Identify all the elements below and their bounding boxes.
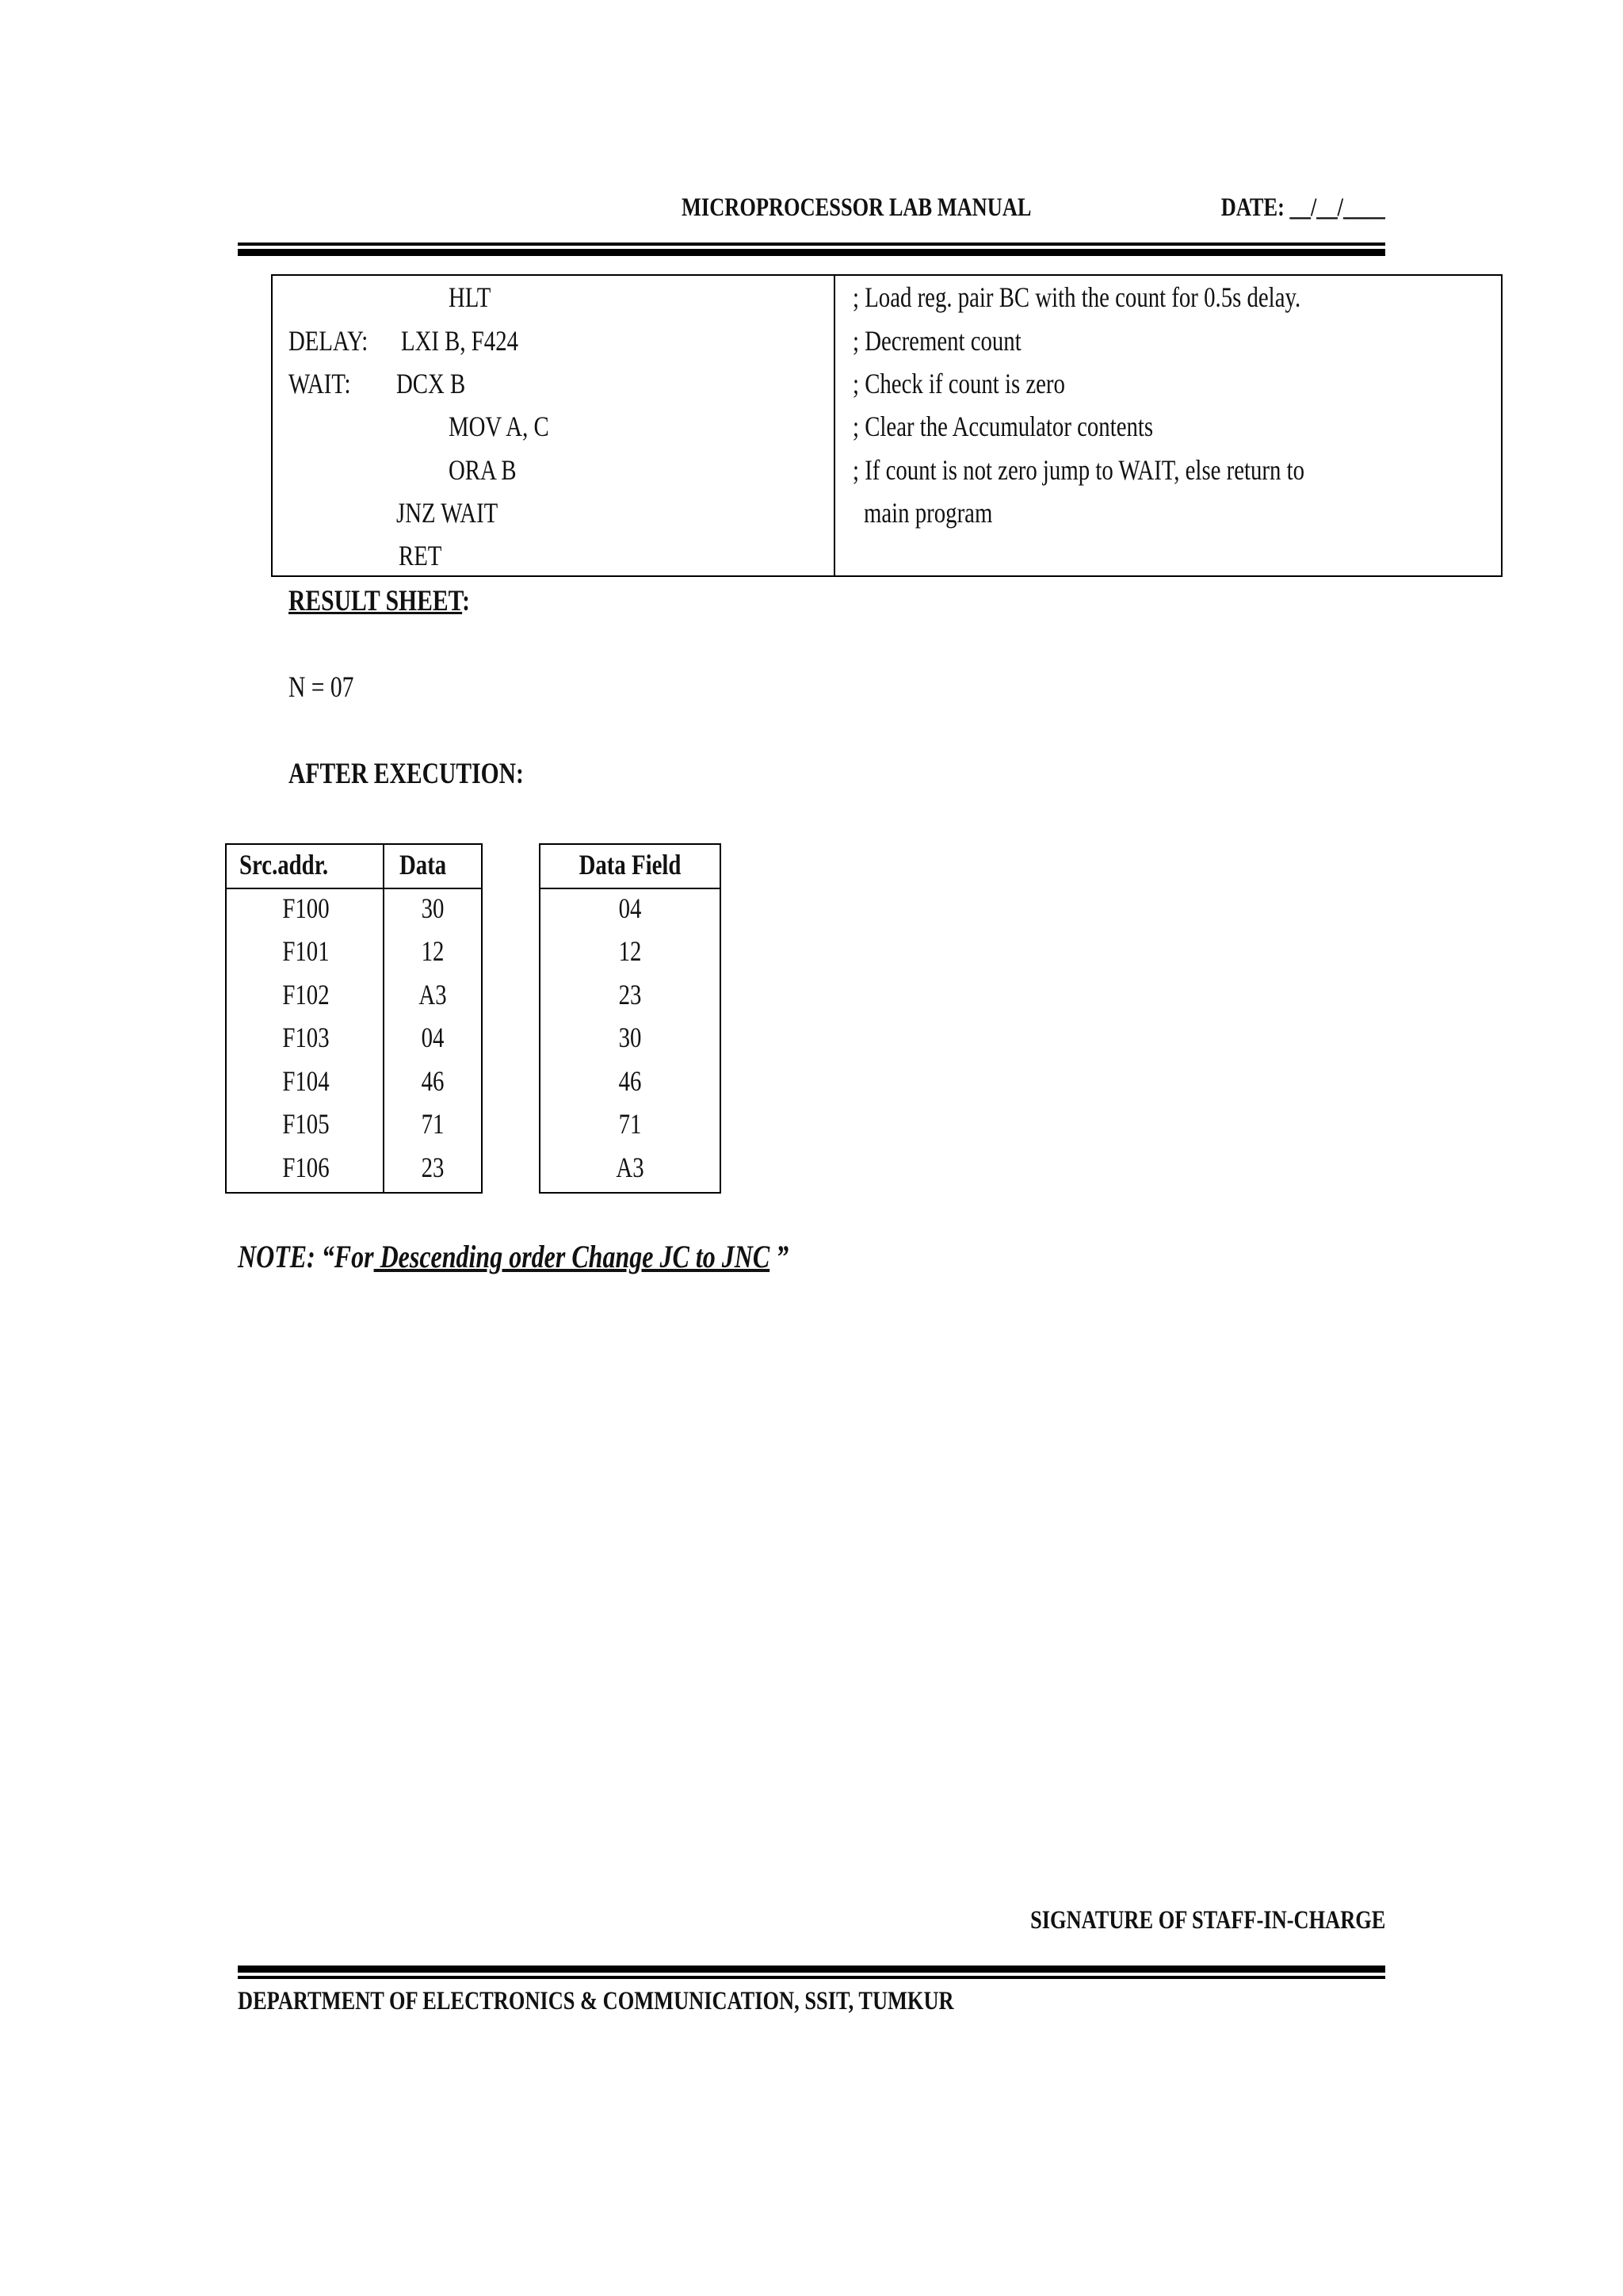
data-field-cell: 71 — [618, 1108, 642, 1140]
signature-label: SIGNATURE OF STAFF-IN-CHARGE — [1029, 1906, 1385, 1935]
code-instr: HLT — [449, 281, 491, 313]
note-prefix: NOTE: “For — [238, 1239, 374, 1274]
src-addr-cell: F104 — [282, 1065, 330, 1097]
code-instr: MOV A, C — [449, 411, 549, 442]
code-comment: ; Load reg. pair BC with the count for 0.5s delay. — [853, 281, 1301, 313]
code-comment: ; Decrement count — [853, 325, 1022, 357]
data-field-cell: 12 — [618, 935, 642, 967]
after-execution-heading: AFTER EXECUTION: — [288, 758, 524, 790]
data-field-header: Data Field — [579, 849, 682, 881]
page-header-title: MICROPROCESSOR LAB MANUAL — [682, 193, 1032, 222]
src-addr-cell: F102 — [282, 979, 330, 1010]
src-addr-cell: F105 — [282, 1108, 330, 1140]
department-footer: DEPARTMENT OF ELECTRONICS & COMMUNICATION, SSIT, TUMKUR — [238, 1987, 954, 2015]
data-field-header-rule — [539, 888, 721, 889]
code-instr: LXI B, F424 — [401, 325, 519, 357]
code-instr: ORA B — [449, 454, 517, 486]
code-label: DELAY: — [288, 325, 369, 357]
date-field: DATE: __/__/____ — [1220, 193, 1385, 222]
result-sheet-heading — [288, 584, 470, 618]
note-suffix: ” — [769, 1239, 789, 1274]
code-table-divider — [834, 274, 835, 577]
src-addr-header: Src.addr. — [239, 849, 329, 881]
data-field-cell: 30 — [618, 1022, 642, 1053]
src-addr-cell: F103 — [282, 1022, 330, 1053]
code-comment: ; If count is not zero jump to WAIT, else return to — [853, 454, 1304, 486]
data-field-cell: 04 — [618, 892, 642, 924]
data-cell: 23 — [421, 1152, 445, 1183]
footer-rule-thin — [238, 1976, 1385, 1979]
data-field-cell: 46 — [618, 1065, 642, 1097]
code-instr: JNZ WAIT — [396, 497, 498, 529]
result-heading-colon: : — [462, 585, 470, 617]
footer-rule-thick — [238, 1966, 1385, 1973]
n-value: N = 07 — [288, 671, 354, 704]
result-heading-text: RESULT SHEET — [288, 585, 463, 617]
src-addr-cell: F100 — [282, 892, 330, 924]
code-comment: ; Clear the Accumulator contents — [853, 411, 1154, 442]
note-underlined: Descending order Change JC to JNC — [373, 1239, 770, 1274]
data-cell: 71 — [421, 1108, 445, 1140]
note — [238, 1238, 789, 1275]
data-field-cell: A3 — [616, 1152, 644, 1183]
code-instr: DCX B — [396, 368, 466, 399]
code-label: WAIT: — [288, 368, 351, 399]
src-addr-cell: F101 — [282, 935, 330, 967]
data-cell: A3 — [418, 979, 447, 1010]
code-comment: ; Check if count is zero — [853, 368, 1065, 399]
src-addr-cell: F106 — [282, 1152, 330, 1183]
data-cell: 30 — [421, 892, 445, 924]
data-field-cell: 23 — [618, 979, 642, 1010]
data-cell: 12 — [421, 935, 445, 967]
code-comment: main program — [864, 497, 993, 529]
source-table-header-rule — [225, 888, 483, 889]
code-instr: RET — [399, 540, 442, 571]
data-cell: 46 — [421, 1065, 445, 1097]
header-rule-thin — [238, 243, 1385, 246]
data-cell: 04 — [421, 1022, 445, 1053]
data-header: Data — [399, 849, 447, 881]
header-rule-thick — [238, 249, 1385, 256]
